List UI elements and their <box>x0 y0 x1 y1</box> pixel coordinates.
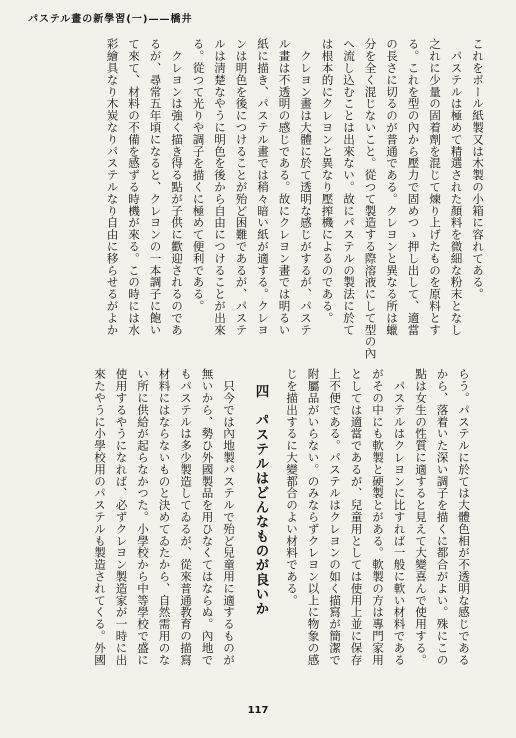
text-column: る。從つて光りや調子を描くに極めて便利である。 <box>191 38 206 312</box>
text-column: 只今では內地製パステルで殆ど兒童用に適するものが <box>222 368 236 666</box>
text-column: クレヨン畫は大體に於て透明な感じがするが、パステ <box>299 38 313 336</box>
text-column: 分を全く混じないこと。從つて製造する際溶液にして型の內 <box>363 38 378 360</box>
text-column: 來たやうに小學校用のパステルも製造されてくる。外國 <box>93 368 107 666</box>
text-column: から、落着いた深い調子を描くに都合がよい。殊にこの <box>435 368 450 666</box>
text-column: 彩繪具なり木炭なりパステルなり自由に移らせるがよか <box>105 38 120 336</box>
text-column: へ流し込むことは出來ない。故にパステルの製法に於て <box>342 38 356 336</box>
text-column: らう。パステルに於ては大體色相が不透明な感じである <box>457 368 471 666</box>
upper-text-block <box>101 38 488 360</box>
text-column: い所に供給が起らなかつた。小學校から中等學校で盛に <box>136 368 150 666</box>
text-column: は根本的にクレヨンと異なり壓搾機によるのである。 <box>320 38 335 324</box>
text-column: パステルは極めて精選された顏料を微細な粉末となし <box>449 38 464 336</box>
lower-text-block <box>89 368 475 688</box>
text-column: 無いから、勢ひ外國製品を用ひなくてはならぬ。內地で <box>200 368 215 666</box>
text-column: 使用するやうになれば、必ずクレヨン製造家が一時に出 <box>114 368 129 666</box>
text-column: もパステルは多少製造してゐるが、從來普通教育の描寫 <box>179 368 193 666</box>
text-column: 紙に描き、パステル畫では稍々暗い紙が適する。クレヨ <box>256 38 270 336</box>
text-column: これをボール紙製又は木製の小箱に容れてある。 <box>471 38 485 300</box>
text-column: 上不便である。パステルはクレヨンの如く描寫が簡潔で <box>328 368 342 666</box>
text-column: ンは明色を後につけることが殆ど困難であるが、パステ <box>234 38 249 336</box>
text-column: 附屬品がいらない。のみならずクレヨン以上に物象の感 <box>306 368 321 666</box>
page-number: 117 <box>247 705 269 716</box>
text-column: ル畫は不透明の感じである。故にクレヨン畫では明るい <box>277 38 292 336</box>
section-heading: 四 パステルはどんなものが良いか <box>252 384 269 616</box>
text-column: としては適當であるが、兒童用としては使用上並に保存 <box>349 368 364 666</box>
running-head: パステル畫の新學習(一)——橋井 <box>28 14 193 25</box>
text-column: の長さに切るのが普通である。クレヨンと異なる所は蠟 <box>385 38 399 336</box>
text-column: るが、尋常五年頃になると、クレヨンの一本調子に飽い <box>148 38 163 336</box>
text-column: 點は女生の性質に適すると見えて大變喜んで使用する。 <box>414 368 428 666</box>
text-column: て來て、材料の不備を感ずる時機が來る。この時には水 <box>127 38 141 336</box>
text-column: がその中にも軟製と硬製とがある。軟製の方は專門家用 <box>371 368 385 666</box>
text-column: クレヨンは強く描き得る點が子供に歡迎されるのであ <box>170 38 184 336</box>
text-column: 之れに少量の固着劑を混じて煉り上げたものを原料とす <box>428 38 442 336</box>
text-column: 材料にはならないものと決めてゐたから、自然需用のな <box>157 368 172 666</box>
text-column: ルは淸楚なやうに明色を後から自由につけることが出來 <box>213 38 227 336</box>
text-column: パステルはクレヨンに比すれば一般に軟い材料である <box>392 368 407 666</box>
text-column: る。これを型の內から壓力で固めつゝ押し出して、適當 <box>406 38 421 336</box>
text-column: じを描出するに大變都合のよい材料である。 <box>285 368 299 606</box>
